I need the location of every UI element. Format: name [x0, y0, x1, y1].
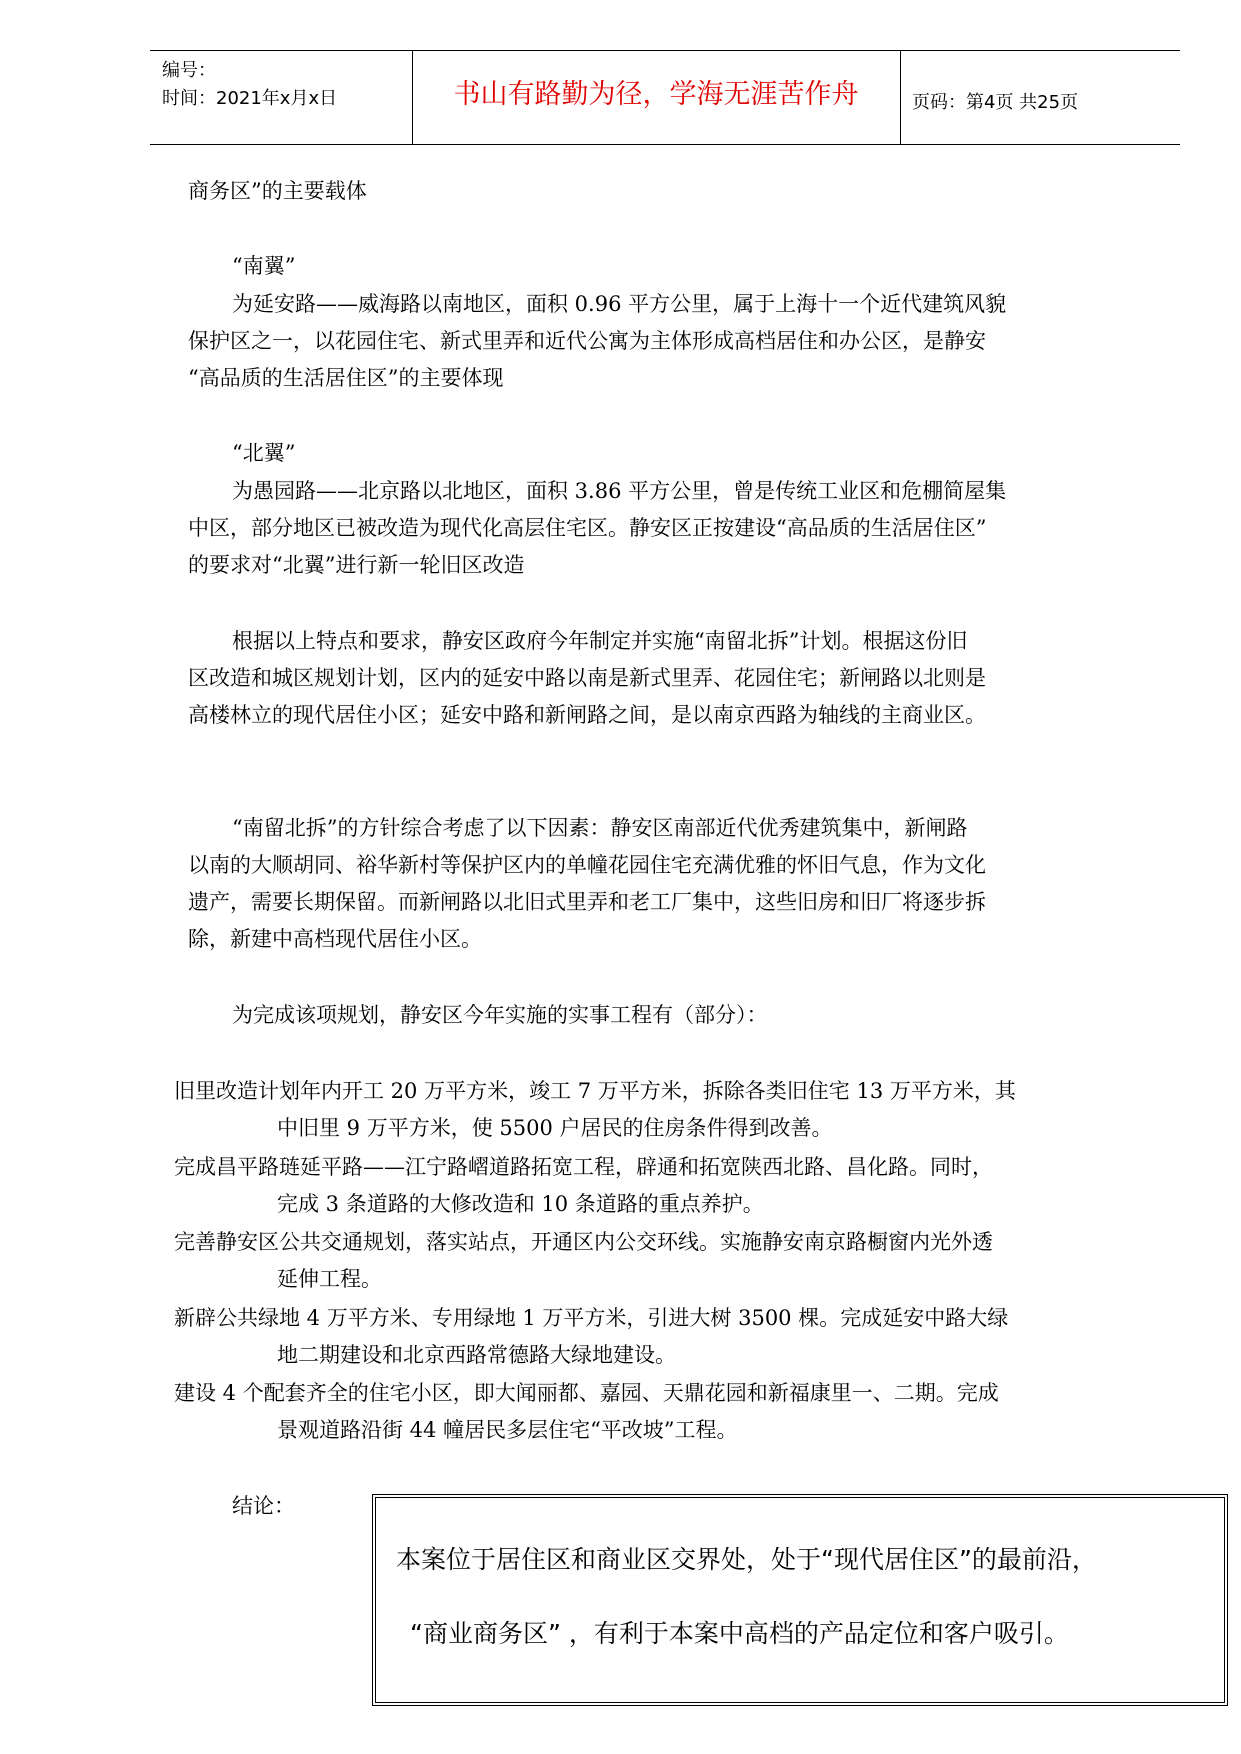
- project-item-4-cont: 地二期建设和北京西路常德路大绿地建设。: [277, 1343, 676, 1367]
- plan-line-1: 根据以上特点和要求，静安区政府今年制定并实施“南留北拆”计划。根据这份旧: [232, 629, 968, 653]
- policy-line-4: 除，新建中高档现代居住小区。: [188, 927, 482, 951]
- project-item-4: 新辟公共绿地 4 万平方米、专用绿地 1 万平方米，引进大树 3500 棵。完成延安中路大绿: [174, 1306, 1009, 1330]
- project-item-1-cont: 中旧里 9 万平方米，使 5500 户居民的住房条件得到改善。: [277, 1116, 833, 1140]
- north-wing-title: “北翼”: [232, 441, 296, 465]
- south-wing-line-1: 为延安路——威海路以南地区，面积 0.96 平方公里，属于上海十一个近代建筑风貌: [232, 292, 1007, 316]
- north-wing-line-2: 中区，部分地区已被改造为现代化高层住宅区。静安区正按建设“高品质的生活居住区”: [188, 516, 987, 540]
- document-number-label: 编号：: [162, 60, 216, 81]
- header-bottom-rule: [150, 144, 1180, 145]
- project-item-5: 建设 4 个配套齐全的住宅小区，即大闻丽都、嘉园、天鼎花园和新福康里一、二期。完成: [174, 1381, 999, 1405]
- south-wing-line-3: “高品质的生活居住区”的主要体现: [188, 366, 504, 390]
- policy-line-1: “南留北拆”的方针综合考虑了以下因素：静安区南部近代优秀建筑集中，新闸路: [232, 816, 968, 840]
- policy-line-3: 遗产，需要长期保留。而新闸路以北旧式里弄和老工厂集中，这些旧房和旧厂将逐步拆: [188, 890, 986, 914]
- project-item-2-cont: 完成 3 条道路的大修改造和 10 条道路的重点养护。: [277, 1192, 764, 1216]
- policy-line-2: 以南的大顺胡同、裕华新村等保护区内的单幢花园住宅充满优雅的怀旧气息，作为文化: [188, 853, 986, 877]
- project-item-2: 完成昌平路琏延平路——江宁路嶍道路拓宽工程，辟通和拓宽陕西北路、昌化路。同时，: [174, 1155, 993, 1179]
- conclusion-line-1: 本案位于居住区和商业区交界处，处于“现代居住区”的最前沿，: [396, 1545, 1097, 1574]
- plan-line-2: 区改造和城区规划计划，区内的延安中路以南是新式里弄、花园住宅；新闸路以北则是: [188, 666, 986, 690]
- north-wing-line-1: 为愚园路——北京路以北地区，面积 3.86 平方公里，曾是传统工业区和危棚简屋集: [232, 479, 1007, 503]
- header-divider-right: [900, 50, 901, 144]
- project-item-3: 完善静安区公共交通规划，落实站点，开通区内公交环线。实施静安南京路橱窗内光外透: [174, 1230, 993, 1254]
- project-item-5-cont: 景观道路沿街 44 幢居民多层住宅“平改坡”工程。: [277, 1418, 738, 1442]
- project-item-1: 旧里改造计划年内开工 20 万平方米，竣工 7 万平方米，拆除各类旧住宅 13 万平方米，其: [174, 1079, 1016, 1103]
- conclusion-line-2: “商业商务区” ，有利于本案中高档的产品定位和客户吸引。: [410, 1619, 1069, 1648]
- plan-line-3: 高楼林立的现代居住小区；延安中路和新闸路之间，是以南京西路为轴线的主商业区。: [188, 703, 986, 727]
- document-time-label: 时间：2021年x月x日: [162, 88, 338, 109]
- continued-line: 商务区”的主要载体: [188, 179, 367, 203]
- north-wing-line-3: 的要求对“北翼”进行新一轮旧区改造: [188, 553, 525, 577]
- south-wing-line-2: 保护区之一，以花园住宅、新式里弄和近代公寓为主体形成高档居住和办公区，是静安: [188, 329, 986, 353]
- conclusion-box: [372, 1494, 1228, 1706]
- header-motto: 书山有路勤为径，学海无涯苦作舟: [453, 79, 859, 110]
- south-wing-title: “南翼”: [232, 254, 296, 278]
- page-number-label: 页码：第4页 共25页: [912, 92, 1079, 113]
- header-top-rule: [150, 50, 1180, 51]
- project-item-3-cont: 延伸工程。: [277, 1267, 382, 1291]
- conclusion-label: 结论：: [232, 1494, 295, 1518]
- projects-intro: 为完成该项规划，静安区今年实施的实事工程有（部分）：: [232, 1003, 768, 1027]
